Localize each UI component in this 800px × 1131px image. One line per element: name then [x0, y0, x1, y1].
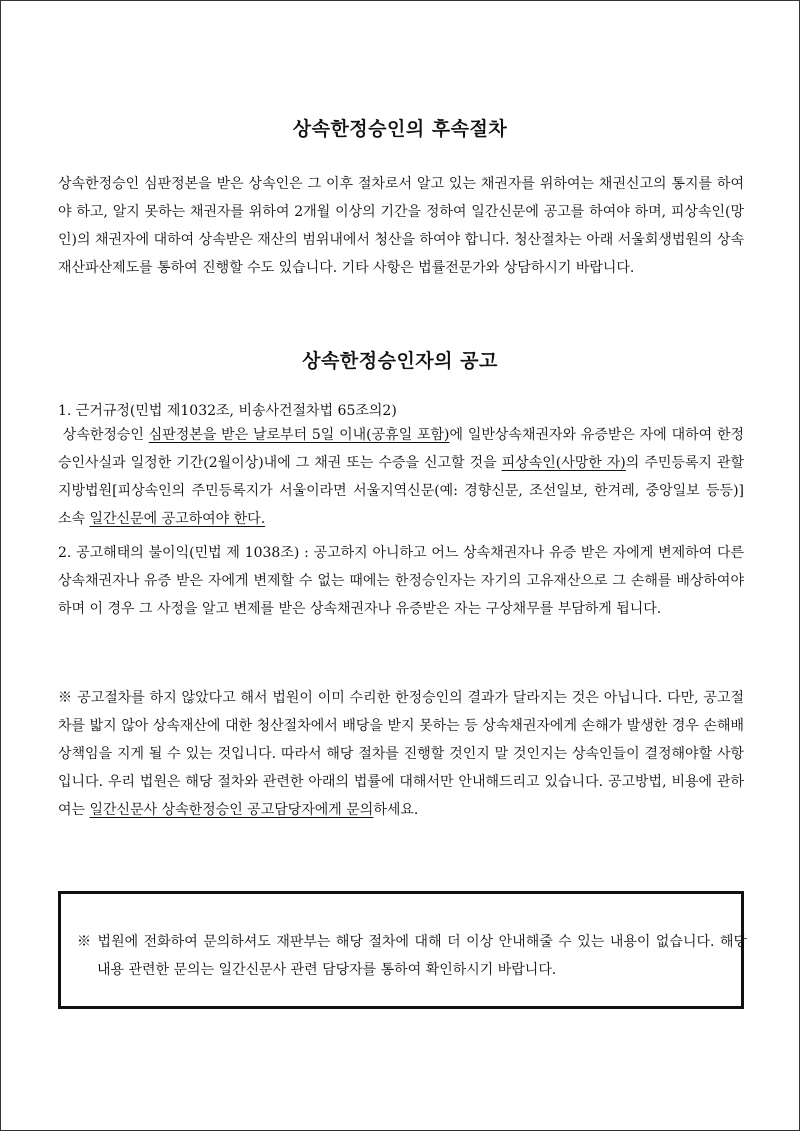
section1-body	[58, 421, 744, 533]
notice-box-text: ※ 법원에 전화하여 문의하셔도 재판부는 해당 절차에 대해 더 이상 안내해줄 수 있는 내용이 없습니다. 해당 내용 관련한 문의는 일간신문사 관련 담당자를 통하여 확인하시기 바랍니다.	[77, 934, 747, 978]
section1-underline-deceased: 피상속인(사망한 자)	[501, 455, 626, 471]
section1-underline-deadline: 심판정본을 받은 날로부터 5일 이내(공휴일 포함)	[148, 427, 450, 443]
section1-underline-newspaper: 일간신문에 공고하여야 한다.	[89, 511, 266, 527]
notice-underline-contact: 일간신문사 상속한정승인 공고담당자에게 문의	[89, 802, 374, 818]
notice-text-b: 하세요.	[373, 802, 419, 818]
section1-heading: 1. 근거규정(민법 제1032조, 비송사건절차법 65조의2)	[58, 403, 397, 419]
notice-box	[58, 891, 747, 1009]
title-followup-procedure: 상속한정승인의 후속절차	[292, 118, 508, 140]
intro-paragraph: 상속한정승인 심판정본을 받은 상속인은 그 이후 절차로서 알고 있는 채권자를 위하여는 채권신고의 통지를 하여야 하고, 알지 못하는 채권자를 위하여 2개월 이상의 기간을 정하여 일간신문에 공고를 하여야 하며, 피상속인(망인)의 채권자에 대하여 상속받은 재산의 범위내에서 청산을 하여야 합니다. 청산절차는 아래 서울회생법원의 상속재산파산제도를 통하여 진행할 수도 있습니다. 기타 사항은 법률전문가와 상담하시기 바랍니다.	[58, 176, 744, 276]
section1-text-b: 에 일반상속채권자와 유증받은 자에 대하여 한정승인사실과 일정한 기간(2월이상)내에 그 채권 또는 수증을 신고할 것을	[58, 427, 744, 471]
notice-paragraph	[58, 684, 744, 824]
title-announcement: 상속한정승인자의 공고	[302, 350, 498, 372]
section1-text-c: 의 주민등록지 관할 지방법원[피상속인의 주민등록지가 서울이라면 서울지역신문(예: 경향신문, 조선일보, 한겨레, 중앙일보 등등)] 소속	[58, 455, 745, 527]
notice-text-a: ※ 공고절차를 하지 않았다고 해서 법원이 이미 수리한 한정승인의 결과가 달라지는 것은 아닙니다. 다만, 공고절차를 밟지 않아 상속재산에 대한 청산절차에서 배당을 받지 못하는 등 상속채권자에게 손해가 발생한 경우 손해배상책임을 지게 될 수 있는 것입니다. 따라서 해당 절차를 진행할 것인지 말 것인지는 상속인들이 결정해야할 사항입니다. 우리 법원은 해당 절차와 관련한 아래의 법률에 대해서만 안내해드리고 있습니다. 공고방법, 비용에 관하여는	[58, 690, 744, 818]
section1-text-a: 상속한정승인	[62, 427, 149, 443]
section2-body: 2. 공고해태의 불이익(민법 제 1038조) : 공고하지 아니하고 어느 상속채권자나 유증 받은 자에게 변제하여 다른 상속채권자나 유증 받은 자에게 변제할 수 없는 때에는 한정승인자는 자기의 고유재산으로 그 손해를 배상하여야 하며 이 경우 그 사정을 알고 변제를 받은 상속채권자나 유증받은 자는 구상채무를 부담하게 됩니다.	[58, 545, 744, 617]
